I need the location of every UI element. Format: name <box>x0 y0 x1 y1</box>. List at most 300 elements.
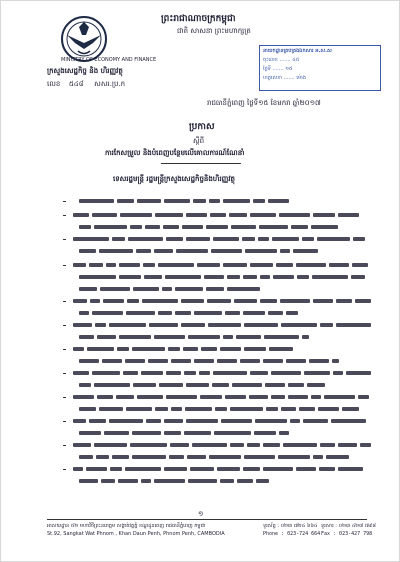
title-divider <box>161 163 241 164</box>
body-text-segment <box>169 455 184 459</box>
body-text-segment <box>148 359 168 363</box>
registry-stamp <box>259 45 381 91</box>
body-text-segment <box>89 419 106 423</box>
document-subject: ការកែសម្រួល និងបំពេញបន្ថែមលើគោលការណ៍ណែនាំ <box>105 149 245 157</box>
body-text-segment <box>101 479 115 483</box>
body-text-segment <box>73 419 86 423</box>
stamp-line-2: ថ្ងៃទី ....... ១៥ <box>263 66 293 72</box>
body-text-segment <box>175 287 203 291</box>
stamp-line-3: ហត្ថលេខា ....... ម៉ោង <box>263 75 306 81</box>
body-text-segment <box>351 275 365 279</box>
list-bullet <box>63 397 66 398</box>
body-text-segment <box>317 237 350 241</box>
body-text-segment <box>79 225 91 229</box>
body-text-segment <box>243 467 260 471</box>
body-text-segment <box>186 419 218 423</box>
body-text-segment <box>268 311 283 315</box>
body-text-segment <box>73 213 89 217</box>
body-text-segment <box>164 199 190 203</box>
body-text-segment <box>213 371 247 375</box>
body-text-segment <box>250 213 276 217</box>
body-text-segment <box>79 311 89 315</box>
footer-address-en: St.92, Sangkat Wat Phnom , Khan Daun Penh, Phnom Penh, CAMBODIA <box>47 531 225 537</box>
body-text-segment <box>120 213 152 217</box>
body-text-segment <box>194 359 214 363</box>
body-text-segment <box>293 249 318 253</box>
list-bullet <box>63 201 66 202</box>
body-text-segment <box>311 395 321 399</box>
body-text-segment <box>259 225 288 229</box>
body-text-segment <box>281 407 296 411</box>
body-text-segment <box>175 311 191 315</box>
body-text-segment <box>255 419 287 423</box>
body-text-segment <box>168 347 180 351</box>
body-text-segment <box>250 371 268 375</box>
body-text-segment <box>186 213 207 217</box>
body-text-segment <box>206 225 228 229</box>
list-bullet <box>63 265 66 266</box>
body-text-segment <box>127 299 139 303</box>
reference-label: លេខ <box>47 80 61 88</box>
body-text-segment <box>79 359 99 363</box>
body-text-segment <box>254 431 276 435</box>
body-text-segment <box>112 455 129 459</box>
body-text-segment <box>126 407 152 411</box>
body-text-segment <box>313 455 323 459</box>
body-text-segment <box>333 371 343 375</box>
body-text-segment <box>214 431 251 435</box>
body-text-segment <box>206 287 224 291</box>
body-text-segment <box>95 323 106 327</box>
body-text-segment <box>79 275 116 279</box>
body-text-segment <box>79 287 97 291</box>
body-text-segment <box>244 455 275 459</box>
body-text-segment <box>273 275 294 279</box>
body-text-segment <box>92 213 117 217</box>
body-text-segment <box>204 275 224 279</box>
body-text-segment <box>125 467 161 471</box>
body-text-segment <box>144 275 162 279</box>
body-text-segment <box>209 455 241 459</box>
body-text-segment <box>291 225 308 229</box>
body-text-segment <box>225 311 240 315</box>
body-text-segment <box>236 335 261 339</box>
body-text-segment <box>280 249 290 253</box>
body-text-segment <box>346 371 371 375</box>
body-text-segment <box>227 287 260 291</box>
stamp-line-2-value: ១៥ <box>285 66 293 72</box>
body-text-segment <box>109 419 143 423</box>
body-text-segment <box>112 237 125 241</box>
body-text-segment <box>220 347 241 351</box>
body-text-segment <box>263 467 293 471</box>
body-text-segment <box>338 213 359 217</box>
body-text-segment <box>79 407 96 411</box>
body-text-segment <box>304 371 330 375</box>
stamp-title: នាយកដ្ឋានគ្រប់គ្រងឯកសារ អ.ស.ស <box>263 48 332 54</box>
body-text-segment <box>143 263 155 267</box>
list-bullet <box>63 373 66 374</box>
body-text-segment <box>242 237 255 241</box>
footer-fax-en: Fax : 023-427 798 <box>321 531 373 537</box>
body-text-segment <box>171 359 191 363</box>
body-text-segment <box>237 479 253 483</box>
body-text-segment <box>290 419 300 423</box>
body-text-segment <box>200 395 222 399</box>
body-text-segment <box>155 213 183 217</box>
footer-fax-value: ០២៣ ៤២៧ ៧៩៨ <box>338 523 376 529</box>
body-text-segment <box>99 249 133 253</box>
body-text-segment <box>201 347 217 351</box>
body-text-segment <box>79 479 98 483</box>
document-type: ប្រកាស <box>189 122 215 132</box>
body-text-segment <box>73 347 84 351</box>
body-text-segment <box>336 299 352 303</box>
body-text-segment <box>342 407 359 411</box>
body-text-segment <box>87 347 114 351</box>
body-text-segment <box>130 443 167 447</box>
list-bullet <box>63 469 66 470</box>
body-text-segment <box>215 407 227 411</box>
body-text-segment <box>176 249 208 253</box>
body-text-segment <box>79 455 93 459</box>
body-text-segment <box>313 213 335 217</box>
body-text-segment <box>97 335 116 339</box>
body-text-segment <box>209 199 220 203</box>
body-text-segment <box>299 407 315 411</box>
body-text-segment <box>126 311 155 315</box>
body-text-segment <box>250 263 273 267</box>
footer-fax-kh <box>321 523 376 529</box>
body-text-segment <box>319 467 335 471</box>
body-text-segment <box>265 383 285 387</box>
body-text-segment <box>324 395 355 399</box>
body-text-segment <box>286 311 298 315</box>
body-text-segment <box>230 443 244 447</box>
footer-address-kh: អាសយដ្ឋាន ៥២ មហាវិថីព្រះនរោត្តម សង្កាត់វត្តភ្នំ ខណ្ឌដូនពេញ រាជធានីភ្នំពេញ កម្ពុជា <box>47 523 206 529</box>
issue-date: រាជធានីភ្នំពេញ ថ្ងៃទី១៥ ខែមករា ឆ្នាំ២០១៧ <box>207 99 321 107</box>
body-text-segment <box>125 359 145 363</box>
body-text-segment <box>360 443 371 447</box>
body-text-segment <box>119 263 140 267</box>
body-text-segment <box>296 263 326 267</box>
body-text-segment <box>166 371 181 375</box>
body-text-segment <box>182 225 203 229</box>
body-text-segment <box>92 311 123 315</box>
body-text-segment <box>232 383 262 387</box>
body-text-segment <box>164 467 187 471</box>
body-text-segment <box>271 371 301 375</box>
body-text-segment <box>279 431 289 435</box>
body-text-segment <box>130 225 142 229</box>
body-text-segment <box>217 359 237 363</box>
body-text-segment <box>184 431 211 435</box>
body-text-segment <box>132 431 161 435</box>
body-text-segment <box>307 383 325 387</box>
body-text-segment <box>212 383 229 387</box>
body-text-segment <box>230 407 263 411</box>
body-text-segment <box>260 275 270 279</box>
body-text-segment <box>264 335 299 339</box>
body-text-segment <box>211 249 242 253</box>
body-text-segment <box>260 299 277 303</box>
body-text-segment <box>159 383 183 387</box>
body-text-segment <box>338 467 363 471</box>
body-text-segment <box>133 383 156 387</box>
footer-phone-value: ០២៣ ៧២៤ ៦៦៤ <box>280 523 318 529</box>
body-text-segment <box>249 395 268 399</box>
body-text-segment <box>104 431 129 435</box>
body-text-segment <box>197 263 220 267</box>
body-text-segment <box>188 479 217 483</box>
body-text-segment <box>213 237 239 241</box>
stamp-line-1-label: ចុះលេខ <box>263 57 278 63</box>
body-text-segment <box>227 275 240 279</box>
body-text-segment <box>234 299 257 303</box>
body-text-segment <box>132 347 165 351</box>
body-text-segment <box>320 443 335 447</box>
body-text-segment <box>99 407 123 411</box>
body-text-segment <box>311 225 338 229</box>
body-text-segment <box>193 199 206 203</box>
body-text-segment <box>146 419 161 423</box>
body-text-segment <box>296 467 316 471</box>
body-text-segment <box>164 419 183 423</box>
body-text-segment <box>90 299 100 303</box>
body-text-segment <box>353 237 365 241</box>
body-text-segment <box>128 237 163 241</box>
body-text-segment <box>269 347 293 351</box>
body-text-segment <box>166 237 183 241</box>
body-text-segment <box>276 263 293 267</box>
body-text-segment <box>89 263 103 267</box>
body-text-segment <box>194 311 222 315</box>
body-text-segment <box>320 323 333 327</box>
body-text-segment <box>266 407 278 411</box>
body-text-segment <box>133 287 159 291</box>
body-text-segment <box>188 335 220 339</box>
body-text-segment <box>79 249 96 253</box>
list-bullet <box>63 421 66 422</box>
body-text-segment <box>303 419 328 423</box>
body-text-segment <box>79 335 94 339</box>
body-text-segment <box>253 199 265 203</box>
reference-line <box>47 80 125 89</box>
body-text-segment <box>199 371 210 375</box>
body-text-segment <box>192 443 227 447</box>
body-text-segment <box>102 359 122 363</box>
body-text-segment <box>288 395 308 399</box>
body-text-segment <box>79 199 114 203</box>
body-text-segment <box>94 225 127 229</box>
body-text-segment <box>79 383 91 387</box>
body-text-segment <box>190 467 214 471</box>
body-text-segment <box>73 237 109 241</box>
body-text-segment <box>154 335 185 339</box>
body-text-segment <box>244 323 278 327</box>
footer-phone-kh <box>263 523 317 529</box>
body-text-segment <box>258 237 269 241</box>
body-text-segment <box>97 395 113 399</box>
body-text-segment <box>73 299 87 303</box>
body-text-segment <box>141 371 163 375</box>
body-text-segment <box>73 371 89 375</box>
body-text-segment <box>163 225 179 229</box>
body-text-segment <box>312 275 348 279</box>
body-text-segment <box>100 287 130 291</box>
footer-divider <box>47 519 367 520</box>
body-text-segment <box>309 359 329 363</box>
body-text-segment <box>149 323 178 327</box>
stamp-line-3-label: ហត្ថលេខា <box>263 75 283 81</box>
body-text-segment <box>73 467 83 471</box>
body-text-segment <box>245 249 277 253</box>
body-text-segment <box>132 455 166 459</box>
body-text-segment <box>271 395 285 399</box>
body-text-segment <box>155 407 168 411</box>
body-text-segment <box>302 237 314 241</box>
body-text-segment <box>210 213 226 217</box>
body-text-segment <box>184 371 196 375</box>
body-text-segment <box>223 263 247 267</box>
body-text-segment <box>263 443 280 447</box>
body-text-segment <box>229 213 247 217</box>
body-text-segment <box>158 263 194 267</box>
body-text-segment <box>225 395 246 399</box>
body-text-segment <box>96 455 109 459</box>
body-text-segment <box>283 443 317 447</box>
body-text-segment <box>244 347 266 351</box>
body-text-segment <box>106 263 116 267</box>
body-text-segment <box>286 359 306 363</box>
body-text-segment <box>79 431 101 435</box>
body-text-segment <box>158 311 172 315</box>
body-text-segment <box>352 263 368 267</box>
list-bullet <box>63 215 66 216</box>
body-text-segment <box>256 479 269 483</box>
body-text-segment <box>268 199 289 203</box>
body-text-segment <box>336 323 371 327</box>
body-text-segment <box>355 299 371 303</box>
body-text-segment <box>326 455 349 459</box>
body-text-segment <box>183 347 198 351</box>
stamp-line-1-value: ៤៥ <box>292 57 300 63</box>
body-text-segment <box>145 225 160 229</box>
body-text-segment <box>288 383 304 387</box>
body-text-segment <box>302 335 309 339</box>
body-text-segment <box>318 407 339 411</box>
body-text-segment <box>154 249 173 253</box>
body-text-segment <box>73 443 91 447</box>
document-about: ស្តីពី <box>193 137 205 145</box>
body-text-segment <box>162 287 172 291</box>
body-text-segment <box>217 467 240 471</box>
body-text-segment <box>186 237 210 241</box>
body-text-segment <box>117 199 134 203</box>
body-text-segment <box>358 395 369 399</box>
body-text-segment <box>332 359 339 363</box>
body-text-segment <box>329 263 349 267</box>
body-text-segment <box>137 395 163 399</box>
body-text-segment <box>313 299 333 303</box>
body-text-segment <box>220 479 234 483</box>
footer-fax-label: ទូរសារ : <box>321 523 337 529</box>
body-text-segment <box>331 419 366 423</box>
body-text-segment <box>86 467 107 471</box>
list-bullet <box>63 325 66 326</box>
stamp-line-1: ចុះលេខ ....... ៤៥ <box>263 57 300 63</box>
body-text-segment <box>141 479 151 483</box>
body-text-segment <box>119 275 141 279</box>
body-text-segment <box>187 455 206 459</box>
stamp-line-3-value: ម៉ោង <box>296 75 306 81</box>
body-text-segment <box>181 299 204 303</box>
body-text-segment <box>110 467 122 471</box>
body-text-segment <box>109 323 146 327</box>
body-text-segment <box>166 395 197 399</box>
body-text-segment <box>208 323 241 327</box>
minister-title: ទេសរដ្ឋមន្ត្រី រដ្ឋមន្ត្រីក្រសួងសេដ្ឋកិច្ចនិងហិរញ្ញវត្ថុ <box>113 175 235 183</box>
list-bullet <box>63 239 66 240</box>
body-text-segment <box>281 323 317 327</box>
body-text-segment <box>231 225 256 229</box>
kingdom-heading: ព្រះរាជាណាចក្រកម្ពុជា <box>161 14 236 24</box>
list-bullet <box>63 445 66 446</box>
body-text-segment <box>136 249 151 253</box>
logo-caption: MINISTRY OF ECONOMY AND FINANCE <box>61 57 157 63</box>
body-text-segment <box>223 199 250 203</box>
body-text-segment <box>272 237 299 241</box>
body-text-segment <box>73 263 86 267</box>
reference-suffix: សសរ.ប្រ.ក <box>94 80 126 88</box>
body-text-segment <box>207 299 231 303</box>
body-text-segment <box>221 419 252 423</box>
list-bullet <box>63 349 66 350</box>
body-text-segment <box>223 335 233 339</box>
body-text-segment <box>92 371 120 375</box>
body-text-segment <box>186 383 209 387</box>
list-bullet <box>63 301 66 302</box>
stamp-line-2-label: ថ្ងៃទី <box>263 66 271 72</box>
footer-phone-en: Phone : 023-724 664 <box>263 531 321 537</box>
body-text-segment <box>165 275 201 279</box>
body-text-segment <box>154 479 185 483</box>
body-text-segment <box>116 395 134 399</box>
body-text-segment <box>243 311 265 315</box>
body-text-segment <box>185 407 212 411</box>
body-text-segment <box>338 443 357 447</box>
body-text-segment <box>103 299 124 303</box>
body-text-segment <box>278 455 310 459</box>
page-number: ១ <box>198 510 204 518</box>
body-text-segment <box>240 359 260 363</box>
body-text-segment <box>73 323 92 327</box>
body-text-segment <box>119 335 151 339</box>
ministry-name: ក្រសួងសេដ្ឋកិច្ច និង ហិរញ្ញវត្ថុ <box>47 67 123 75</box>
body-text-segment <box>117 347 129 351</box>
body-text-segment <box>94 383 130 387</box>
body-text-segment <box>280 299 310 303</box>
body-text-segment <box>181 323 205 327</box>
reference-number: ៥៤៨ <box>68 80 84 88</box>
body-text-segment <box>73 395 94 399</box>
body-text-segment <box>297 275 309 279</box>
body-text-segment <box>164 431 181 435</box>
national-motto: ជាតិ សាសនា ព្រះមហាក្សត្រ <box>177 27 251 35</box>
footer-phone-label: ទូរស័ព្ទ : <box>263 523 279 529</box>
body-text-segment <box>171 407 182 411</box>
body-text-segment <box>170 443 189 447</box>
